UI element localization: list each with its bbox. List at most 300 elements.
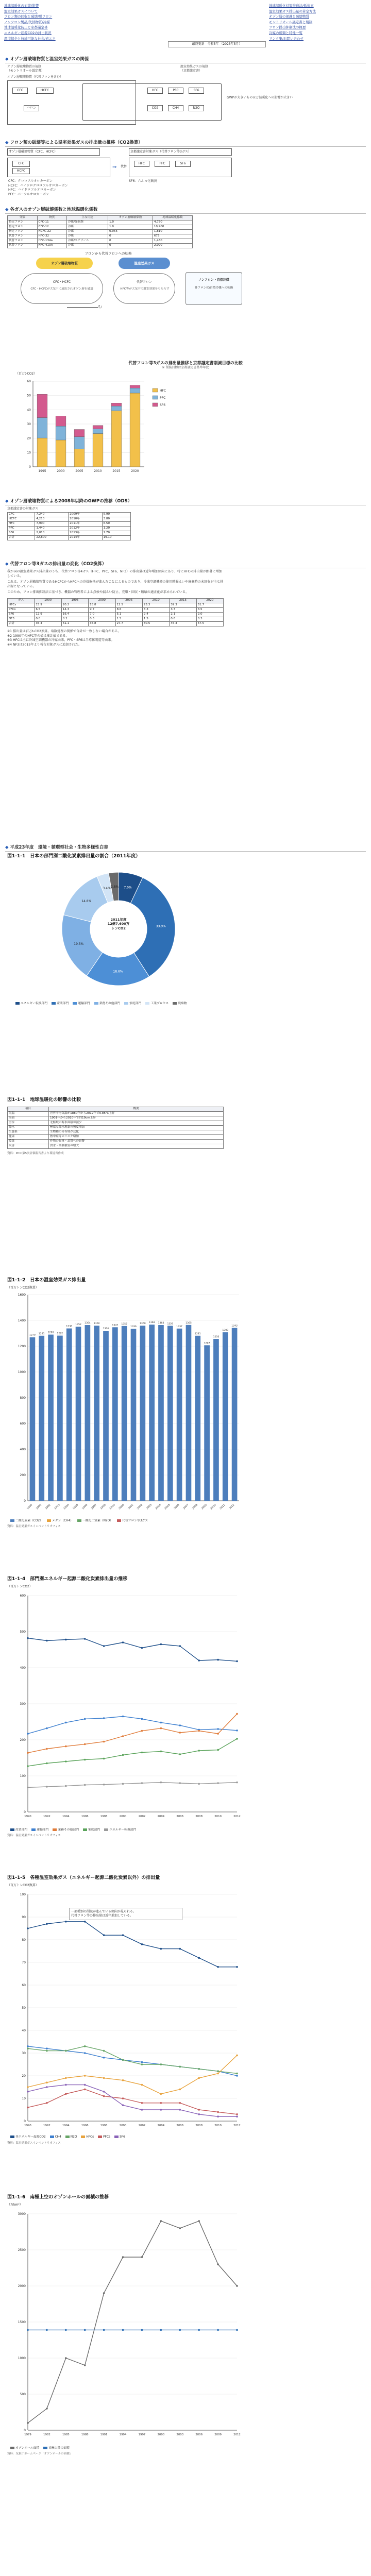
y-tick-label: 100 [20,1774,26,1778]
x-tick-label: 1990 [26,1503,33,1511]
x-tick-label: 1998 [100,1815,108,1819]
bar-segment [74,449,85,467]
table-cell: 8.6 [115,608,142,613]
nav-link[interactable]: 地球温暖化防止と京都議定書 [4,25,48,30]
gas-label: HFC [147,88,163,94]
series-line [28,1714,237,1753]
section-sector-emissions [5,1577,366,1865]
data-point [103,2091,105,2093]
note-line: 代替フロン等の排出量は近年増加している。 [71,1914,133,1918]
y-tick-label: 100 [20,1893,26,1897]
table-row [8,1144,224,1148]
legend-label: オゾンホール面積 [15,2446,40,2450]
data-point [160,1751,162,1753]
chart-title: 代替フロン等3ガスの排出量推移と京都議定書削減目標の比較 [128,361,243,365]
top-navigation [4,3,367,53]
table-cell: 6.50 [102,521,130,526]
column-header: 1990 [35,599,61,603]
table-cell: 2011年 [69,521,102,526]
table-row [8,517,131,521]
table-cell: 2012年 [69,526,102,531]
y-tick-label: 40 [22,2029,26,2033]
x-tick-label: 2002 [138,1815,146,1819]
table-body [8,512,131,540]
abbrev-line: PFC：パーフルオロカーボン [8,192,49,196]
data-point [27,2048,29,2050]
connector-line [67,307,98,308]
legend-swatch [52,1002,56,1005]
table-row [8,244,193,248]
x-tick-label: 2020 [131,469,139,473]
data-point [84,1718,86,1720]
legend-item [43,2447,70,2451]
legend-label: エネルギー転換部門 [21,1002,48,1005]
y-tick-label: 3000 [18,2212,26,2216]
other-ghg-line-chart [7,1887,244,2134]
data-point [27,2091,29,2093]
x-tick-label: 2003 [176,2433,184,2437]
table-cell: 0.6 [170,617,196,622]
data-point [141,1943,143,1945]
nav-link[interactable]: エネルギー起源CO2の排出状況 [4,30,52,35]
data-point [84,2075,86,2077]
data-point [103,1646,105,1648]
table-cell: 気温 [8,1111,49,1116]
relation-diagram [5,65,366,130]
table-row [8,1134,224,1139]
data-point [236,2329,238,2331]
nav-link[interactable]: 環境保全と持続可能な社会/省エネ [4,36,56,41]
x-tick-label: 2000 [119,1815,127,1819]
bar-value-label: 1352 [75,1324,81,1327]
paragraph: これは、オゾン層破壊物質であるHCFCからHFCへの冷媒転換が進んだことによるものであり、冷凍空調機器の使用時漏えいや廃棄時の未回収が主な排出源となっている。 [7,580,224,588]
data-point [27,2087,29,2089]
transition-diagram [5,148,366,200]
abbrev-line: HCFC：ハイドロクロロフルオロカーボン [8,183,68,188]
x-tick-label: 2012 [233,2433,241,2437]
legend-swatch [83,1828,87,1831]
table-row [8,230,193,234]
legend-swatch [10,2136,14,2138]
section-ozone-hole [5,2195,366,2483]
cycle-diagram [15,258,252,345]
series-line [28,1922,237,1967]
data-point [103,2050,105,2052]
data-point [65,2084,67,2086]
table-cell: 35.8 [89,622,115,626]
y-tick-label: 90 [22,1916,26,1920]
table-cell: 51.1 [61,622,88,626]
table-cell: HCFC-22 [37,230,66,234]
table-row [8,617,224,622]
data-point [179,1783,181,1785]
x-tick-label: 1992 [44,1503,52,1511]
data-point [198,1750,200,1752]
table-cell: 51.7 [196,603,223,608]
table-cell: 12.9 [35,613,61,617]
table-cell: 雪氷 [8,1121,49,1125]
data-point [122,2079,124,2081]
bar-value-label: 1364 [158,1322,164,1325]
table-row [8,1116,224,1121]
data-point [179,2228,181,2230]
data-point [46,1640,48,1642]
legend-label: PFC [160,396,166,400]
legend-label: 業務その他部門 [99,1002,121,1005]
table-cell: PFC [8,526,35,531]
table-cell: HFC-410A [37,244,66,248]
section-ods-ghg-relation [5,57,366,134]
ozone-line-chart [7,2207,244,2444]
x-tick-label: 1992 [43,1815,50,1819]
data-point [198,2077,200,2079]
nav-link[interactable]: 地球温暖化対策推進法/低炭素 [269,4,314,8]
bar-value-label: 1338 [66,1325,73,1328]
bar [66,1329,72,1501]
bar [177,1329,182,1501]
table-cell: 27.7 [115,622,142,626]
data-point [236,1782,238,1784]
data-point [217,1749,219,1751]
table-cell: 冷媒/発泡剤 [66,221,108,225]
section-emission-chart [5,361,366,495]
data-point [46,1727,48,1730]
data-point [217,2073,219,2075]
table-cell: 特定フロン [8,221,38,225]
section-title: オゾン層破壊物質と温室効果ガスの関係 [10,57,89,62]
table-row [8,622,224,626]
x-tick-label: 1998 [100,2124,108,2128]
bar [85,1325,91,1501]
legend-swatch [153,396,158,399]
nav-link[interactable]: フロン排出抑制法の概要 [269,25,306,30]
y-tick-label: 1000 [18,2357,26,2361]
bar-segment [111,406,122,411]
legend-item [10,2136,46,2140]
legend-swatch [173,1002,177,1005]
table-row [8,512,131,517]
section-other-ghg [5,1875,366,2184]
data-point [103,2057,105,2059]
legend-swatch [73,1002,77,1005]
bar-segment [56,426,66,440]
series-line [28,1783,237,1788]
table-cell: 16.4 [61,613,88,617]
table-row [8,531,131,535]
table-cell: 1.0 [108,225,153,230]
ghg-bar-chart [7,1290,244,1516]
table-cell: 代替フロン [8,244,38,248]
table-cell: 0 [108,244,153,248]
cycle-label: ノンフロン・自然冷媒 [198,278,229,282]
data-point [141,2257,143,2259]
x-tick-label: 1985 [62,2433,70,2437]
bar-value-label: 1347 [112,1324,119,1327]
y-tick-label: 0 [24,1499,26,1503]
data-point [122,1716,124,1718]
figure-caption: 図1-1-1 地球温暖化の影響の比較 [7,1097,81,1103]
legend-label: 非エネルギー起源CO2 [15,2136,46,2139]
bar-segment [74,437,85,449]
bar [140,1326,145,1501]
slice-value-label: 2.8% [111,885,119,889]
data-point [103,2077,105,2079]
slice-value-label: 14.8% [81,899,92,903]
y-tick-label: 20 [22,2074,26,2078]
data-point [236,1660,238,1663]
table-cell: 45.3 [170,622,196,626]
data-point [236,2075,238,2077]
legend-swatch [77,1519,81,1522]
arrow-label: 代替 [121,165,127,169]
bar-segment [37,438,47,467]
table-cell: 0.055 [108,230,153,234]
gas-label: SF6 [175,161,191,167]
left-label: オゾン層破壊物質の規制 （モントリオール議定書） [7,65,44,73]
nav-link[interactable]: 地球温暖化の対策/影響 [4,4,39,8]
table-cell: 生物種の分布域が変化 [49,1130,224,1134]
table-cell: HCFC [8,517,35,521]
data-point [27,2422,29,2425]
y-tick-label: 0 [24,1810,26,1815]
nav-link[interactable]: オゾン層の保護と破壊物質 [269,14,309,19]
paragraph: このため、フロン排出抑制法に基づき、機器の管理者による点検や漏えい防止、充塡・回収・破壊の適正化が求められている。 [7,590,189,595]
data-point [217,1659,219,1661]
data-point [217,2071,219,2073]
bullet-icon: ◆ [5,562,9,567]
x-tick-label: 1994 [119,2433,127,2437]
table-row [8,608,224,613]
legend-item [53,1828,79,1833]
table-cell: CFC-11 [37,221,66,225]
x-tick-label: 1990 [24,2124,31,2128]
table-row [8,603,224,608]
bar [204,1346,210,1501]
x-tick-label: 2010 [94,469,102,473]
legend-swatch [124,1002,128,1005]
data-point [179,2109,181,2111]
bar-value-label: 1336 [130,1326,137,1329]
table-cell: 作物の収量・品質への影響 [49,1139,224,1144]
table-cell: 2014年 [69,535,102,540]
data-point [103,1741,105,1743]
x-tick-label: 2015 [112,469,121,473]
data-point [198,2113,200,2115]
x-tick-label: 1982 [43,2433,50,2437]
nav-link[interactable]: ノンフロン製品/代替物質/冷媒 [4,20,50,24]
nav-link[interactable]: 温室効果ガスについて [4,9,38,13]
legend-item [94,1002,121,1006]
table-header-row [8,599,224,603]
bar [94,1326,99,1501]
data-point [141,2109,143,2111]
y-tick-label: 0 [24,2120,26,2124]
data-point [141,2064,143,2066]
legend-item [52,1002,69,1006]
gwp-note: GWPが大きいものほど温暖化への影響が大きい [227,96,293,100]
x-tick-label: 1992 [43,2124,50,2128]
data-point [103,2329,105,2331]
data-point [65,1921,67,1923]
x-tick-label: 1995 [38,469,46,473]
nav-link[interactable]: 冷媒の種類と特性一覧 [269,30,302,35]
bar-segment [130,388,140,393]
legend-label: 一酸化二窒素（N2O） [82,1519,113,1522]
table-cell: 675 [153,234,192,239]
data-point [160,1782,162,1784]
table-cell: 1.70 [102,531,130,535]
legend-label: 家庭部門 [88,1828,100,1832]
source-note: 資料：IPCC第5次評価報告書より環境省作成 [7,1151,64,1155]
table-cell: SF6 [8,531,35,535]
bullet-icon: ◆ [5,845,9,850]
table-cell: 30.5 [142,622,169,626]
source-note: 資料：温室効果ガスインベントリオフィス [7,1834,61,1838]
y-tick-label: 1500 [18,2320,26,2325]
nav-link[interactable]: フロン類の回収と破壊/脱フロン [4,14,53,19]
data-point [160,1727,162,1730]
table-body [8,603,224,626]
table-cell: 19.10 [102,535,130,540]
y-tick-label: 80 [22,1938,26,1942]
table-cell: 12.5 [115,603,142,608]
y-tick-label: 200 [20,1738,26,1742]
gas-label: N2O [189,105,204,111]
table-cell: 2.1 [170,613,196,617]
data-point [122,1642,124,1644]
legend-label: HFC [160,389,166,393]
data-point [27,2107,29,2109]
table-row [8,613,224,617]
table-cell: SF6 [8,613,35,617]
table-row [8,521,131,526]
column-header: 概要 [49,1107,224,1111]
figure-caption: 図1-1-6 南極上空のオゾンホールの面積の推移 [7,2195,109,2200]
column-header: 2020 [196,599,223,603]
data-point [236,2073,238,2075]
legend-label: 代替フロン等3ガス [122,1519,148,1522]
data-point [46,1748,48,1750]
legend-label: PFCs [103,2136,111,2139]
table-cell: PFCs [8,608,35,613]
slice-value-label: 7.0% [124,886,132,890]
x-tick-label: 1997 [138,2433,146,2437]
table-cell: 22,800 [35,535,69,540]
bar [30,1337,36,1501]
x-tick-label: 1979 [24,2433,31,2437]
gas-label: HFC [134,161,149,167]
figure-caption: 図1-1-2 日本の温室効果ガス排出量 [7,1278,86,1283]
data-point [141,1718,143,1720]
legend-label: 家庭部門 [129,1002,142,1005]
legend-swatch [10,2447,14,2449]
section-title: フロン類の破壊等による温室効果ガスの排出量の推移（CO2換算） [10,140,143,145]
table-cell: 7.0 [89,613,115,617]
x-tick-label: 1998 [99,1503,107,1511]
bar-segment [93,429,103,434]
figure-caption: 図1-1-1 日本の部門別二酸化炭素排出量の割合（2011年度） [7,854,141,859]
donut-figure [5,862,232,1068]
table-cell: 0 [108,234,153,239]
bar-value-label: 1360 [93,1323,100,1326]
legend-label: 二酸化炭素（CO2） [15,1519,43,1522]
x-tick-label: 2004 [157,2124,165,2128]
bar [103,1331,109,1501]
right-header: 京都議定書対象ガス（代替フロン等3ガス） [129,148,232,156]
data-point [27,1733,29,1735]
y-tick-label: 400 [20,1448,26,1452]
data-point [179,2089,181,2091]
legend-label: 業務その他部門 [58,1828,79,1832]
column-header: 2005 [115,599,142,603]
table-body [8,1111,224,1148]
table-cell: 熱中症等のリスク増加 [49,1134,224,1139]
data-point [122,2257,124,2259]
legend-swatch [31,1828,36,1831]
y-tick-label: 400 [20,1666,26,1670]
legend-item [73,1002,90,1006]
x-tick-label: 2000 [57,469,65,473]
data-point [103,2293,105,2295]
x-tick-label: 2009 [214,2433,222,2437]
y-tick-label: 30 [27,422,31,427]
data-point [217,2116,219,2118]
nav-link[interactable]: リンク集/お問い合わせ [269,36,304,41]
data-point [160,1948,162,1950]
bar-value-label: 1308 [222,1329,229,1332]
data-point [27,1928,29,1930]
data-point [198,1730,200,1732]
x-tick-label: 2008 [195,1815,203,1819]
legend-swatch [114,2136,119,2138]
legend-label: CH4 [55,2136,61,2139]
table-cell: 2010年 [69,517,102,521]
gas-label: CH4 [168,105,183,111]
data-point [46,2329,48,2331]
data-point [236,2055,238,2057]
column-header: 2000 [89,599,115,603]
table-cell: 2,010 [35,531,69,535]
sector-line-chart [7,1588,244,1825]
data-point [160,2102,162,2104]
table-cell: 災害 [8,1144,49,1148]
table-cell: 9.7 [89,608,115,613]
bar-segment [111,411,122,467]
chart-legend [10,2446,237,2451]
column-header: 項目 [8,1107,49,1111]
table-row [8,225,193,230]
table-cell: 7,240 [35,512,69,517]
bar-value-label: 1256 [213,1336,220,1339]
table-cell: CFC-12 [37,225,66,230]
table-cell: 指定フロン [8,230,38,234]
table-cell: 2009年 [69,512,102,517]
bullet-icon: ◆ [5,140,9,145]
legend-item [145,1002,168,1006]
data-point [179,2102,181,2104]
data-point [122,2329,124,2331]
y-tick-label: 600 [20,1422,26,1426]
table-cell: 特定フロン [8,225,38,230]
footnote: ※4 NF3は2015年より報告対象ガスに追加された。 [7,642,82,647]
x-tick-label: 2008 [191,1503,199,1511]
nav-link[interactable]: モントリオール議定書と規制 [269,20,313,24]
nav-link[interactable]: 温室効果ガス排出量の算定方法 [269,9,316,13]
bar-segment [37,418,47,438]
column-header: ガス [8,599,35,603]
source-note: 資料：温室効果ガスインベントリオフィス [7,2142,61,2145]
legend-swatch [117,1519,121,1522]
